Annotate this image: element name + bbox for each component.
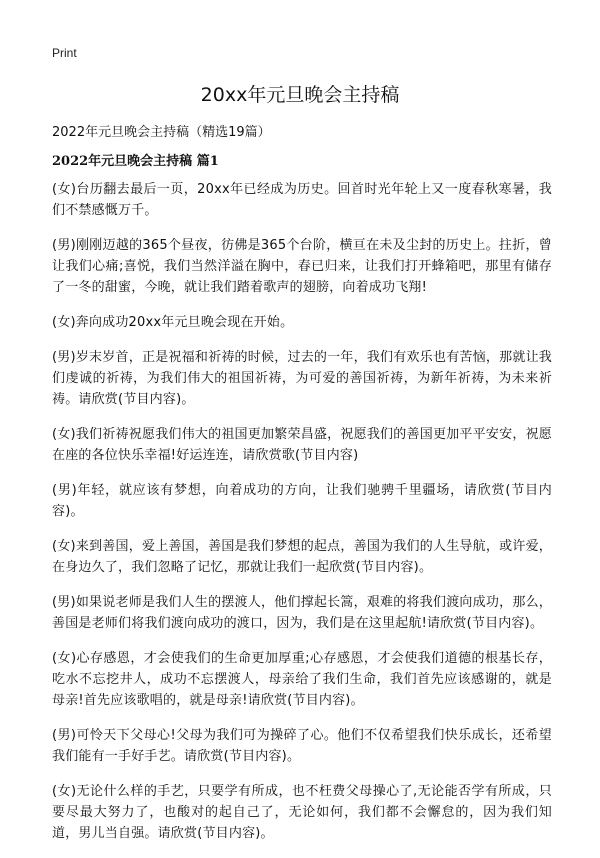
paragraph: (男)可怜天下父母心!父母为我们可为操碎了心。他们不仅希望我们快乐成长，还希望我们能有一手好手艺。请欣赏(节目内容)。 xyxy=(52,728,552,764)
paragraph: (男)如果说老师是我们人生的摆渡人，他们撑起长篙，艰难的将我们渡向成功，那么，善国是老师们将我们渡向成功的渡口，因为，我们是在这里起航!请欣赏(节目内容)。 xyxy=(52,595,552,631)
paragraph: (女)心存感恩，才会使我们的生命更加厚重;心存感恩，才会使我们道德的根基长存，吃水不忘挖井人，成功不忘摆渡人，母亲给了我们生命，我们首先应该感谢的，就是母亲!首先应该歌唱的，就是母亲!请欣赏(节目内容)。 xyxy=(52,651,552,708)
paragraph: (男)年轻，就应该有梦想，向着成功的方向，让我们驰骋千里疆场，请欣赏(节目内容)。 xyxy=(52,483,552,519)
page-title: 20xx年元旦晚会主持稿 xyxy=(200,84,400,106)
print-link[interactable]: Print xyxy=(52,46,77,60)
paragraph: (女)来到善国，爱上善国，善国是我们梦想的起点，善国为我们的人生导航，或许爱，在身边久了，我们忽略了记忆，那就让我们一起欣赏(节目内容)。 xyxy=(52,539,552,575)
document-subtitle: 2022年元旦晚会主持稿（精选19篇） xyxy=(52,125,271,140)
section-heading: 2022年元旦晚会主持稿 篇1 xyxy=(52,154,219,169)
paragraph: (女)无论什么样的手艺，只要学有所成，也不枉费父母操心了,无论能否学有所成，只要尽最大努力了，也酸对的起自己了，无论如何，我们都不会懈怠的，因为我们知道，男儿当自强。请欣赏(节目内容)。 xyxy=(52,784,552,841)
paragraph: (男)刚刚迈越的365个昼夜，彷佛是365个台阶，横亘在未及尘封的历史上。拄折，曾让我们心痛;喜悦，我们当然洋溢在胸中，春已归来，让我们打开蜂箱吧，那里有储存了一冬的甜蜜，今晚，就让我们踏着歌声的翅膀，向着成功飞翔! xyxy=(52,238,552,295)
paragraph: (女)台历翻去最后一页，20xx年已经成为历史。回首时光年轮上又一度春秋寒暑，我们不禁感慨万千。 xyxy=(52,182,552,218)
paragraph: (男)岁末岁首，正是祝福和祈祷的时候，过去的一年，我们有欢乐也有苦恼，那就让我们虔诚的祈祷，为我们伟大的祖国祈祷，为可爱的善国祈祷，为新年祈祷，为未来祈祷。请欣赏(节目内容)。 xyxy=(52,350,552,407)
article-body xyxy=(52,179,552,858)
paragraph: (女)我们祈祷祝愿我们伟大的祖国更加繁荣昌盛，祝愿我们的善国更加平平安安，祝愿在座的各位快乐幸福!好运连连，请欣赏歌(节目内容) xyxy=(52,427,552,463)
paragraph: (女)奔向成功20xx年元旦晚会现在开始。 xyxy=(52,315,294,330)
